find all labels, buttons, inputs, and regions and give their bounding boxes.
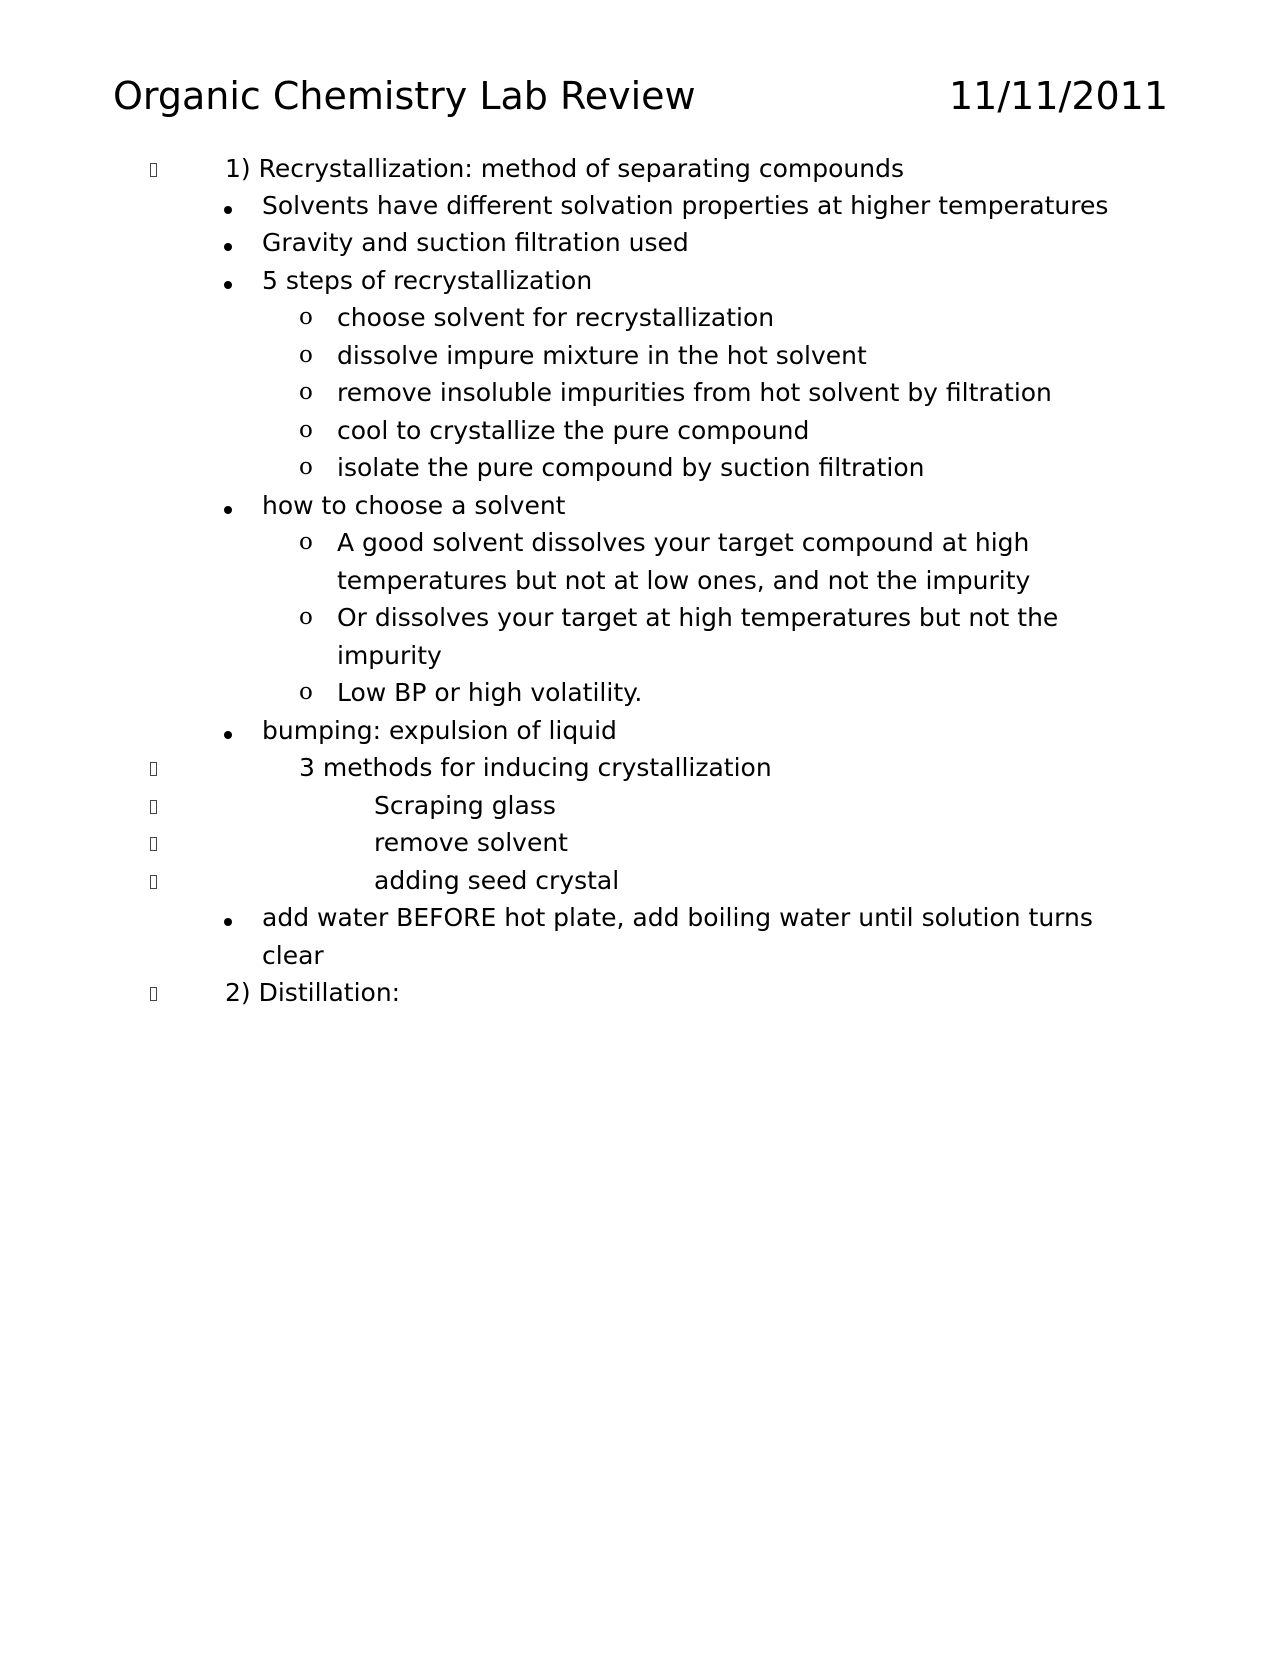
list-item-text: 2) Distillation: (225, 978, 401, 1007)
missing-glyph-icon (150, 824, 157, 861)
list-item-text: choose solvent for recrystallization (337, 303, 775, 332)
list-item-text: Or dissolves your target at high temperatures but not the (337, 603, 1059, 632)
list-item (0, 412, 1280, 449)
list-item-text: bumping: expulsion of liquid (262, 716, 617, 745)
list-item-text: 1) Recrystallization: method of separating compounds (225, 154, 905, 183)
list-item (0, 224, 1280, 261)
list-item (0, 524, 1280, 561)
list-item-text: clear (262, 941, 324, 970)
bullet-icon (224, 262, 232, 299)
circle-bullet-icon: o (299, 604, 313, 630)
list-item (0, 150, 1280, 187)
list-item (0, 787, 1280, 824)
list-item (0, 674, 1280, 711)
list-item (0, 187, 1280, 224)
list-item-text: dissolve impure mixture in the hot solvent (337, 341, 867, 370)
list-item (0, 899, 1280, 936)
missing-glyph-icon (150, 862, 157, 899)
missing-glyph-icon (150, 974, 157, 1011)
list-item-text: how to choose a solvent (262, 491, 566, 520)
list-item-text: Gravity and suction filtration used (262, 228, 689, 257)
list-item-text: temperatures but not at low ones, and not the impurity (337, 566, 1031, 595)
missing-glyph-icon (150, 787, 157, 824)
list-item-text: adding seed crystal (374, 866, 620, 895)
bullet-icon (224, 712, 232, 749)
list-item-text: 5 steps of recrystallization (262, 266, 593, 295)
list-item (0, 599, 1280, 636)
list-item-text: 3 methods for inducing crystallization (299, 753, 772, 782)
list-item (0, 337, 1280, 374)
list-item (0, 862, 1280, 899)
document-date: 11/11/2011 (949, 74, 1169, 118)
list-item (0, 749, 1280, 786)
list-item-text: impurity (337, 641, 442, 670)
list-item (0, 299, 1280, 336)
list-item-text: Scraping glass (374, 791, 556, 820)
list-item (0, 824, 1280, 861)
list-item-text: Solvents have different solvation properties at higher temperatures (262, 191, 1109, 220)
bullet-icon (224, 224, 232, 261)
circle-bullet-icon: o (299, 529, 313, 555)
list-item-text: remove solvent (374, 828, 568, 857)
list-item (0, 712, 1280, 749)
bullet-icon (224, 899, 232, 936)
list-item (0, 262, 1280, 299)
bullet-icon (224, 187, 232, 224)
list-item (0, 487, 1280, 524)
list-item-text: isolate the pure compound by suction filtration (337, 453, 925, 482)
circle-bullet-icon: o (299, 679, 313, 705)
missing-glyph-icon (150, 749, 157, 786)
circle-bullet-icon: o (299, 379, 313, 405)
list-item-continuation (0, 937, 1280, 974)
list-item-text: cool to crystallize the pure compound (337, 416, 810, 445)
list-item-text: Low BP or high volatility. (337, 678, 643, 707)
missing-glyph-icon (150, 150, 157, 187)
circle-bullet-icon: o (299, 304, 313, 330)
bullet-icon (224, 487, 232, 524)
list-item (0, 449, 1280, 486)
list-item-text: add water BEFORE hot plate, add boiling water until solution turns (262, 903, 1093, 932)
list-item-continuation (0, 637, 1280, 674)
list-item (0, 374, 1280, 411)
circle-bullet-icon: o (299, 454, 313, 480)
circle-bullet-icon: o (299, 417, 313, 443)
list-item-text: A good solvent dissolves your target compound at high (337, 528, 1030, 557)
document-title: Organic Chemistry Lab Review (113, 74, 696, 118)
list-item-text: remove insoluble impurities from hot solvent by filtration (337, 378, 1052, 407)
list-item-continuation (0, 562, 1280, 599)
circle-bullet-icon: o (299, 342, 313, 368)
list-item (0, 974, 1280, 1011)
